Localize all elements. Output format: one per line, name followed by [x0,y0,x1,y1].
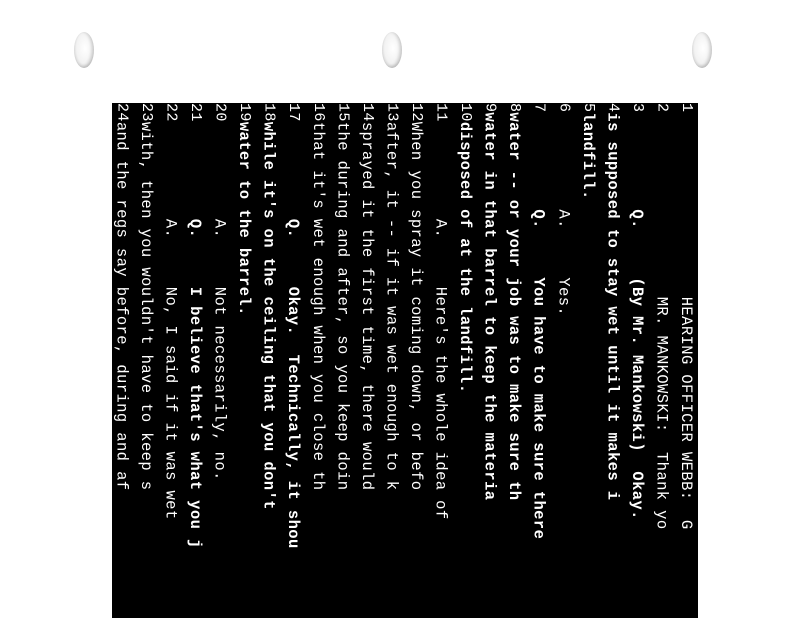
transcript-line [670,103,695,618]
line-text: sprayed it the first time, there would [357,121,376,491]
transcript-line [400,103,425,618]
transcript-line [253,103,278,618]
line-number: 22 [162,103,180,122]
line-number: 23 [137,103,155,122]
transcript-line [302,103,327,618]
transcript-line [351,103,376,618]
line-number: 19 [236,103,254,122]
line-number: 17 [285,103,303,122]
transcript-line [425,103,450,618]
line-text: A. Not necessarily, no. [210,121,229,481]
transcript-line [326,103,351,618]
line-number: 6 [555,103,573,113]
line-text: while it's on the ceiling that you don't [259,121,278,510]
line-number: 24 [113,103,131,122]
line-number: 4 [604,103,622,113]
line-number: 16 [309,103,327,122]
line-number: 20 [211,103,229,122]
line-number: 18 [260,103,278,122]
line-text: is supposed to stay wet until it makes i [603,112,622,501]
line-text: Q. I believe that's what you j [186,121,204,549]
line-text: A. No, I said if it was wet [161,121,180,520]
transcript-line [645,103,670,618]
line-text: disposed of at the landfill. [456,121,475,394]
line-number: 10 [457,103,475,122]
line-number: 2 [653,103,671,113]
line-text: and the regs say before, during and af [112,121,131,491]
line-number: 8 [506,103,524,113]
punch-hole-right [692,32,712,68]
line-number: 5 [579,103,597,113]
transcript-line [474,103,499,618]
line-number: 3 [628,103,646,113]
transcript-line [621,103,646,618]
transcript-line [130,103,155,618]
line-text: A. Yes. [554,112,573,317]
line-text: A. Here's the whole idea of [431,121,450,520]
line-text: water to the barrel. [235,121,254,316]
line-number: 13 [383,103,401,122]
transcript-line [498,103,523,618]
line-text: water in that barrel to keep the materia [480,112,499,501]
line-number: 14 [358,103,376,122]
transcript-line [572,103,597,618]
line-number: 12 [407,103,425,122]
transcript-line [154,103,179,618]
line-text: HEARING OFFICER WEBB: G [677,112,695,530]
line-number: 15 [334,103,352,122]
transcript-line [547,103,572,618]
transcript-line [596,103,621,618]
transcript-line [204,103,229,618]
transcript-line [277,103,302,618]
punch-hole-left [74,32,94,68]
line-text: that it's wet enough when you close th [308,121,327,491]
line-text: Q. (By Mr. Mankowski) Okay. [627,112,646,520]
transcript-line [112,103,130,618]
punch-hole-center [382,32,402,68]
line-number: 7 [530,103,548,113]
line-text: the during and after, so you keep doin [333,121,352,491]
line-text: Q. You have to make sure there [529,112,548,540]
line-number: 1 [678,103,695,113]
line-text: landfill. [578,112,597,200]
line-number: 21 [187,103,204,122]
transcript-line [375,103,400,618]
line-text: with, then you wouldn't have to keep s [136,121,155,491]
line-number: 9 [481,103,499,113]
transcript-line [523,103,548,618]
line-text: When you spray it coming down, or befo [406,121,425,491]
line-text: water -- or your job was to make sure th [505,112,524,501]
transcript-page [112,103,698,618]
line-text: Q. Okay. Technically, it shou [284,121,303,549]
transcript-line [228,103,253,618]
line-text: after, it -- if it was wet enough to k [382,121,401,491]
line-number: 11 [432,103,450,122]
transcript-line [179,103,204,618]
transcript-line [449,103,474,618]
line-text: MR. MANKOWSKI: Thank yo [652,112,671,530]
